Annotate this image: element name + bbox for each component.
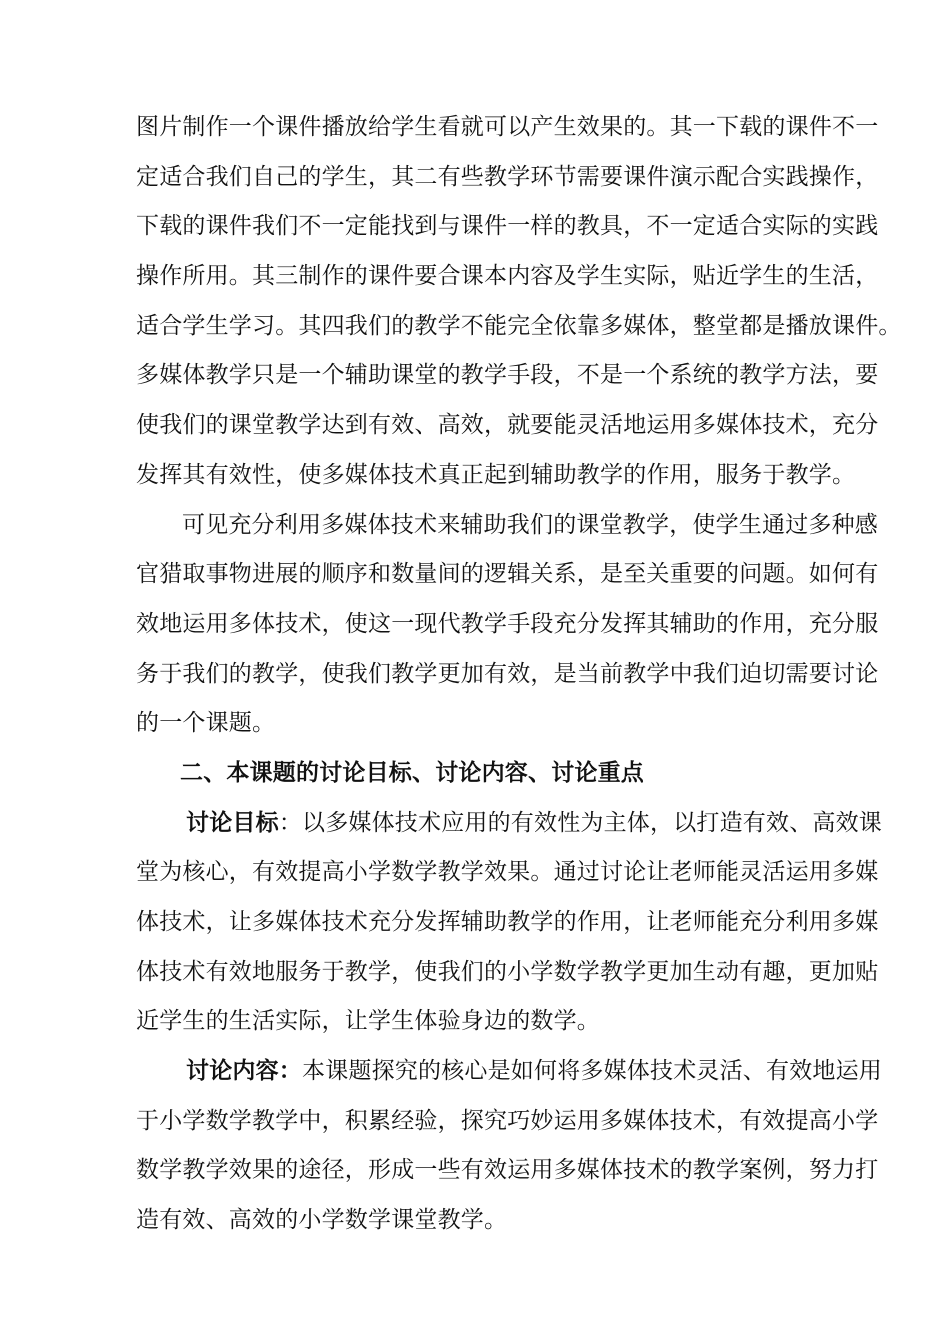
- paragraph-2-line: 效地运用多体技术，使这一现代教学手段充分发挥其辅助的作用，充分服: [136, 611, 879, 637]
- goal-line: 近学生的生活实际，让学生体验身边的数学。: [136, 1008, 600, 1034]
- content-line: 数学教学效果的途径，形成一些有效运用多媒体技术的教学案例，努力打: [136, 1157, 879, 1183]
- paragraph-2-line: 官猎取事物进展的顺序和数量间的逻辑关系，是至关重要的问题。如何有: [136, 561, 879, 587]
- content-label: 讨论内容：: [186, 1058, 302, 1084]
- paragraph-1-line: 使我们的课堂教学达到有效、高效，就要能灵活地运用多媒体技术，充分: [136, 412, 879, 438]
- paragraph-1-line: 适合学生学习。其四我们的教学不能完全依靠多媒体，整堂都是播放课件。: [136, 313, 902, 339]
- paragraph-1-line: 发挥其有效性，使多媒体技术真正起到辅助教学的作用，服务于教学。: [136, 462, 856, 488]
- paragraph-2-line: 的一个课题。: [136, 710, 276, 736]
- goal-line: 堂为核心，有效提高小学数学教学效果。通过讨论让老师能灵活运用多媒: [136, 859, 879, 885]
- goal-first-line-text: ：以多媒体技术应用的有效性为主体，以打造有效、高效课: [278, 810, 883, 836]
- paragraph-1-line: 下载的课件我们不一定能找到与课件一样的教具，不一定适合实际的实践: [136, 213, 879, 239]
- paragraph-1-line: 定适合我们自己的学生，其二有些教学环节需要课件演示配合实践操作，: [136, 164, 879, 190]
- content-first-line: [186, 1056, 882, 1086]
- section-heading: 二、本课题的讨论目标、讨论内容、讨论重点: [180, 760, 644, 786]
- goal-first-line: [186, 808, 882, 838]
- paragraph-2-line: 务于我们的教学，使我们教学更加有效，是当前教学中我们迫切需要讨论: [136, 661, 879, 687]
- goal-line: 体技术有效地服务于教学，使我们的小学数学教学更加生动有趣，更加贴: [136, 959, 879, 985]
- paragraph-1-line: 操作所用。其三制作的课件要合课本内容及学生实际，贴近学生的生活，: [136, 263, 879, 289]
- paragraph-1-line: 多媒体教学只是一个辅助课堂的教学手段，不是一个系统的教学方法，要: [136, 362, 879, 388]
- paragraph-1-line: 图片制作一个课件播放给学生看就可以产生效果的。其一下载的课件不一: [136, 114, 879, 140]
- content-line: 造有效、高效的小学数学课堂教学。: [136, 1207, 508, 1233]
- content-first-line-text: 本课题探究的核心是如何将多媒体技术灵活、有效地运用: [302, 1058, 882, 1084]
- content-line: 于小学数学教学中，积累经验，探究巧妙运用多媒体技术，有效提高小学: [136, 1108, 879, 1134]
- goal-label: 讨论目标: [186, 810, 279, 836]
- paragraph-2-line: 可见充分利用多媒体技术来辅助我们的课堂教学，使学生通过多种感: [182, 512, 878, 538]
- goal-line: 体技术，让多媒体技术充分发挥辅助教学的作用，让老师能充分利用多媒: [136, 909, 879, 935]
